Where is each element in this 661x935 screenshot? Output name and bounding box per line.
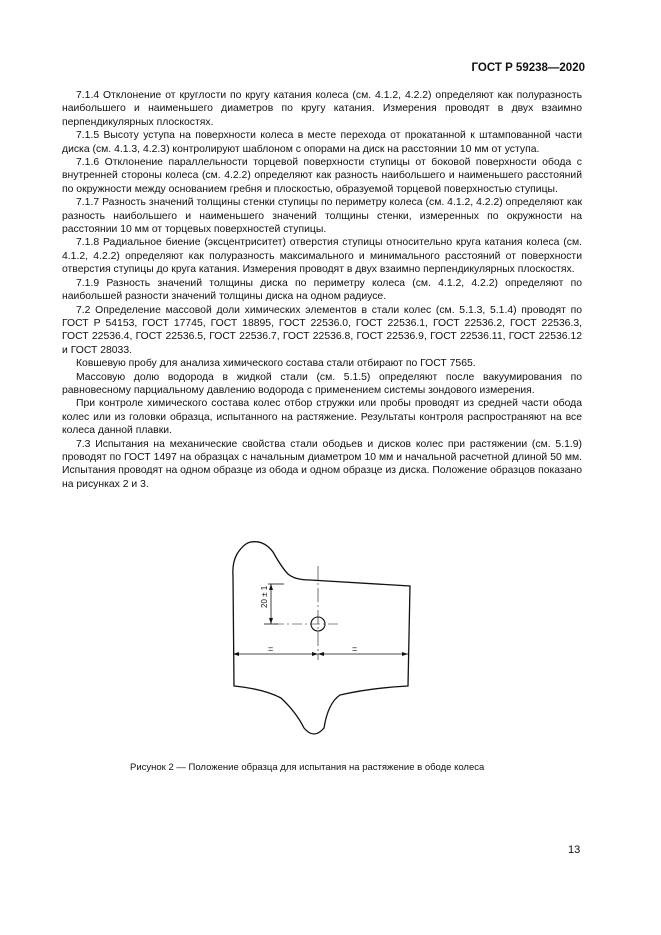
body-text [62,89,582,491]
paragraph-chemical-control: При контроле химического состава колес отбор стружки или пробы проводят из средней части обода колес или из головки образца, испытанного на растяжение. Результаты контроля распространяют на все колеса данной плавки. [62,398,582,437]
paragraph-hydrogen: Массовую долю водорода в жидкой стали (см. 5.1.5) определяют после вакуумирования по равновесному парциальному давлению водорода с применением системы зондового измерения. [62,371,582,396]
equal-mark-left: = [268,644,274,654]
paragraph-7-1-8: 7.1.8 Радиальное биение (эксцентриситет) отверстия ступицы относительно круга катания колеса (см. 4.1.2, 4.2.2) определяют как полуразность максимального и минимального расстояний от поверхности отверстия ступицы до круга катания. Измерения проводят в двух взаимно перпендикулярных плоскостях. [62,237,582,276]
paragraph-7-1-7: 7.1.7 Разность значений толщины стенки ступицы по периметру колеса (см. 4.1.2, 4.2.2) определяют как разность наибольшего и наименьшего значений толщины стенки, измеренных по окружности на расстоянии 10 мм от торцевых поверхностей ступицы. [62,197,582,236]
figure-rim-sample-drawing [220,538,420,738]
paragraph-7-3: 7.3 Испытания на механические свойства стали ободьев и дисков колес при растяжении (см. 5.1.9) проводят по ГОСТ 1497 на образцах с начальным диаметром 10 мм и начальной расчетной длиной 50 мм. Испытания проводят на одном образце из обода и одном образце из диска. Положение образцов показано на рисунках 2 и 3. [62,438,582,490]
equal-mark-right: = [352,644,358,654]
figure-caption: Рисунок 2 — Положение образца для испытания на растяжение в ободе колеса [130,762,485,773]
paragraph-7-2: 7.2 Определение массовой доли химических элементов в стали колес (см. 5.1.3, 5.1.4) проводят по ГОСТ Р 54153, ГОСТ 17745, ГОСТ 18895, ГОСТ 22536.0, ГОСТ 22536.1, ГОСТ 22536.2, ГОСТ 22536.3, ГОСТ 22536.4, ГОСТ 22536.5, ГОСТ 22536.7, ГОСТ 22536.8, ГОСТ 22536.9, ГОСТ 22536.11, ГОСТ 22536.12 и ГОСТ 28033. [62,304,582,356]
paragraph-7-1-5: 7.1.5 Высоту уступа на поверхности колеса в месте перехода от прокатанной к штампованной части диска (см. 4.1.3, 4.2.3) контролируют шаблоном с опорами на диск на расстоянии 10 мм от уступа. [62,130,582,155]
paragraph-ladle-sample: Ковшевую пробу для анализа химического состава стали отбирают по ГОСТ 7565. [76,358,476,370]
dimension-label: 20 ± 1 [260,585,269,608]
paragraph-7-1-9: 7.1.9 Разность значений толщины диска по периметру колеса (см. 4.1.2, 4.2.2) определяют по наибольшей разности значений толщины диска на одном радиусе. [62,277,582,303]
document-header: ГОСТ Р 59238—2020 [471,62,585,74]
paragraph-7-1-6: 7.1.6 Отклонение параллельности торцевой поверхности ступицы от боковой поверхности обода с внутренней стороны колеса (см. 4.2.2) определяют как разность наибольшего и наименьшего расстояний по окружности между основанием гребня и плоскостью, образуемой торцевой поверхностью ступицы. [62,157,582,195]
page-number: 13 [568,844,581,856]
paragraph-7-1-4: 7.1.4 Отклонение от круглости по кругу катания колеса (см. 4.1.2, 4.2.2) определяют как полуразность наибольшего и наименьшего диаметров по кругу катания. Измерения проводят в двух взаимно перпендикулярных плоскостях. [62,90,582,128]
rim-outline [233,542,410,734]
